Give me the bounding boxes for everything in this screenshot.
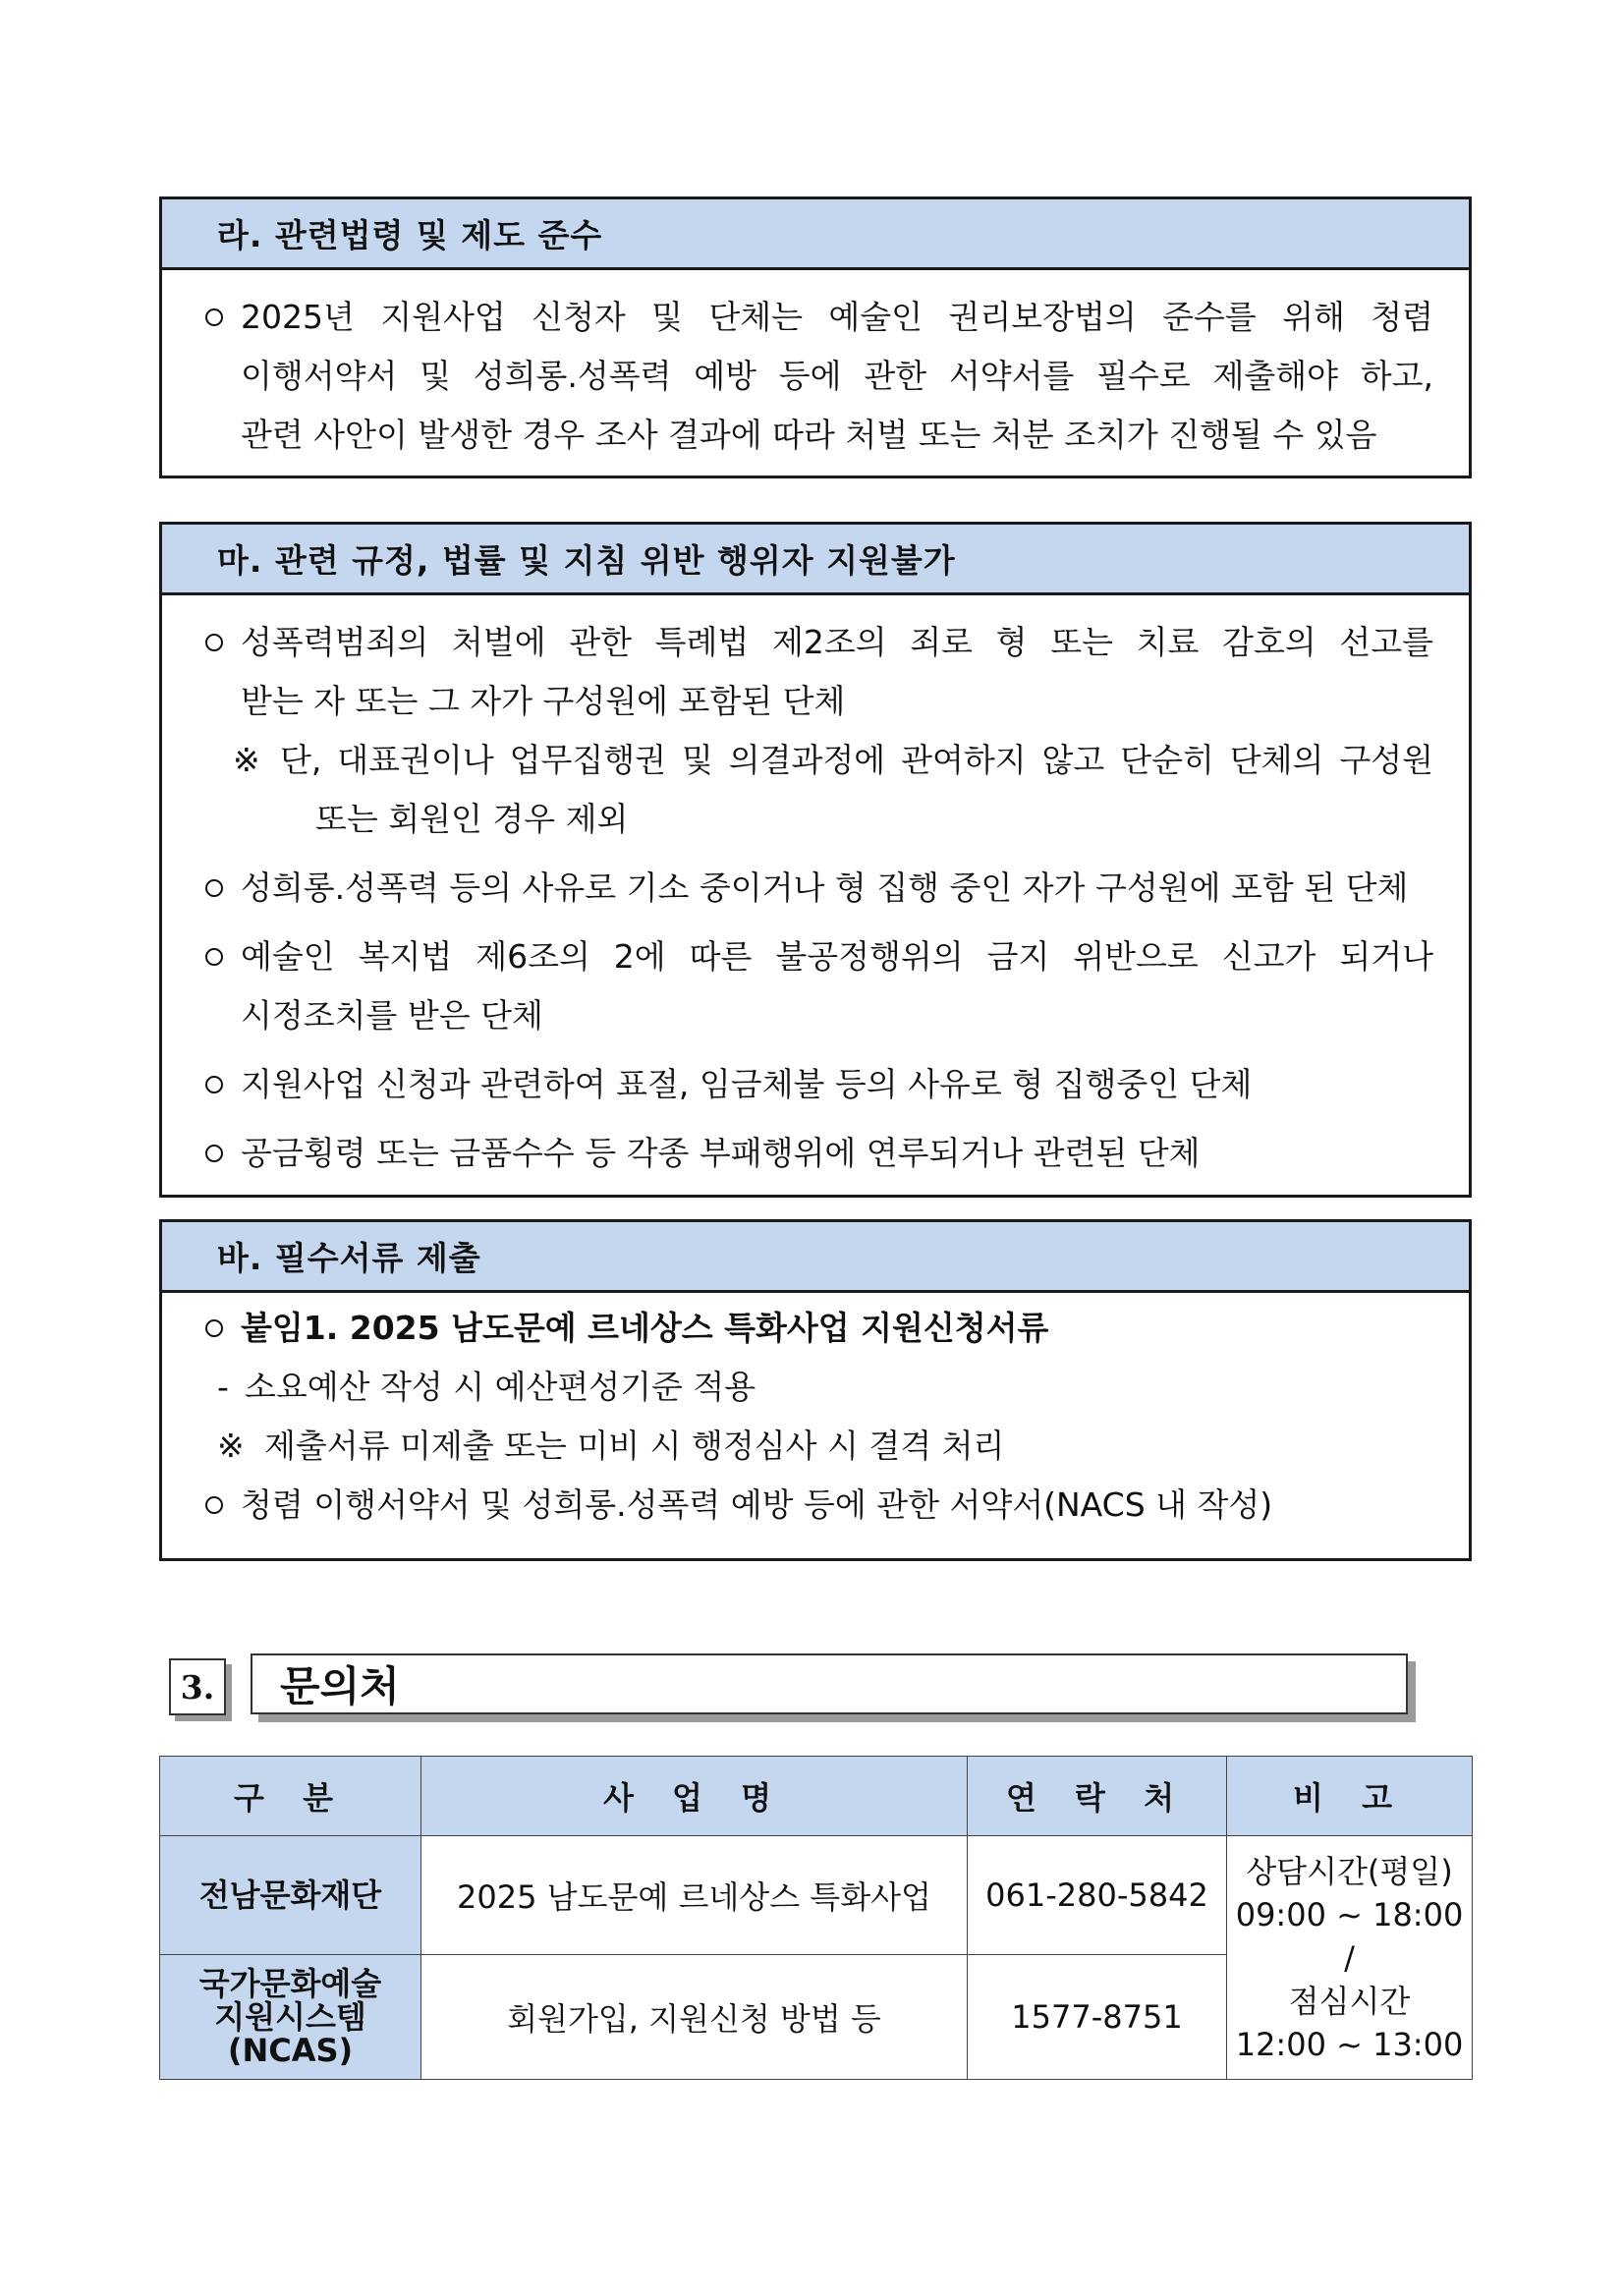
list-item (205, 1124, 1433, 1183)
circle-bullet-icon (205, 308, 223, 326)
header-category: 구 분 (160, 1757, 421, 1836)
project-cell: 회원가입, 지원신청 방법 등 (421, 1955, 968, 2080)
text-line: 시정조치를 받은 단체 (241, 996, 543, 1035)
note-line: / (1344, 1938, 1355, 1977)
note-cell (1227, 1836, 1473, 2080)
section-heading: 바. 필수서류 제출 (162, 1222, 1469, 1293)
circle-bullet-icon (205, 1496, 223, 1514)
section-box-ba (159, 1219, 1472, 1561)
list-item (205, 927, 1433, 1045)
text-line: 공금횡령 또는 금품수수 등 각종 부패행위에 연루되거나 관련된 단체 (241, 1134, 1201, 1172)
note-line: 09:00 ~ 18:00 (1235, 1895, 1464, 1933)
dash-mark: - (217, 1368, 229, 1406)
text-line: 관련 사안이 발생한 경우 조사 결과에 따라 처벌 또는 처분 조치가 진행될 수 있음 (241, 416, 1377, 454)
text-line: 청렴 이행서약서 및 성희롱.성폭력 예방 등에 관한 서약서(NACS 내 작성) (241, 1485, 1273, 1524)
section-box-ra (159, 196, 1472, 478)
text-line: 성희롱.성폭력 등의 사유로 기소 중이거나 형 집행 중인 자가 구성원에 포함 된 단체 (241, 868, 1409, 907)
circle-bullet-icon (205, 1076, 223, 1093)
section-heading: 라. 관련법령 및 제도 준수 (162, 199, 1469, 270)
header-contact: 연 락 처 (968, 1757, 1227, 1836)
org-line: 국가문화예술 (198, 1965, 382, 2002)
text-line: 예술인 복지법 제6조의 2에 따른 불공정행위의 금지 위반으로 신고가 되거나 (241, 937, 1433, 976)
section-body (162, 270, 1469, 475)
phone-cell: 061-280-5842 (968, 1836, 1227, 1955)
note-line: 점심시간 (1288, 1982, 1411, 2020)
reference-mark: ※ (233, 741, 260, 779)
circle-bullet-icon (205, 948, 223, 966)
list-item (205, 1299, 1433, 1358)
section-box-ma (159, 522, 1472, 1198)
circle-bullet-icon (205, 1145, 223, 1162)
phone-cell: 1577-8751 (968, 1955, 1227, 2080)
header-project: 사 업 명 (421, 1757, 968, 1836)
list-item (205, 1055, 1433, 1114)
text-line: 제출서류 미제출 또는 미비 시 행정심사 시 결격 처리 (264, 1427, 1005, 1465)
section-title: 문의처 (251, 1653, 1408, 1714)
circle-bullet-icon (205, 879, 223, 897)
text-line: 소요예산 작성 시 예산편성기준 적용 (245, 1368, 756, 1406)
text-line: 단, 대표권이나 업무집행권 및 의결과정에 관여하지 않고 단순히 단체의 구성원 (280, 741, 1433, 779)
note-item (205, 731, 1433, 849)
section-heading: 마. 관련 규정, 법률 및 지침 위반 행위자 지원불가 (162, 525, 1469, 595)
circle-bullet-icon (205, 634, 223, 651)
text-line: 성폭력범죄의 처벌에 관한 특례법 제2조의 죄로 형 또는 치료 감호의 선고를 (241, 623, 1433, 661)
note-line: 12:00 ~ 13:00 (1235, 2025, 1464, 2063)
note-line: 상담시간(평일) (1246, 1852, 1453, 1890)
sub-item (205, 1358, 1433, 1417)
org-cell: 전남문화재단 (160, 1836, 421, 1955)
note-item (205, 1417, 1433, 1476)
list-item (205, 613, 1433, 731)
section-body (162, 595, 1469, 1193)
project-cell: 2025 남도문예 르네상스 특화사업 (421, 1836, 968, 1955)
text-line: 2025년 지원사업 신청자 및 단체는 예술인 권리보장법의 준수를 위해 청렴 (241, 298, 1433, 336)
table-row (160, 1836, 1473, 1955)
org-cell (160, 1955, 421, 2080)
text-line: 이행서약서 및 성희롱.성폭력 예방 등에 관한 서약서를 필수로 제출해야 하고, (241, 357, 1433, 395)
text-line: 받는 자 또는 그 자가 구성원에 포함된 단체 (241, 682, 846, 720)
list-item (205, 288, 1433, 465)
contact-table (159, 1756, 1473, 2080)
section-body (162, 1293, 1469, 1544)
section-number: 3. (169, 1658, 226, 1715)
header-note: 비 고 (1227, 1757, 1473, 1836)
org-line: 지원시스템 (214, 1998, 366, 2036)
reference-mark: ※ (217, 1427, 245, 1465)
list-item (205, 1476, 1433, 1535)
circle-bullet-icon (205, 1319, 223, 1337)
org-line: (NCAS) (227, 2032, 354, 2069)
text-line: 붙임1. 2025 남도문예 르네상스 특화사업 지원신청서류 (241, 1309, 1049, 1347)
text-line: 또는 회원인 경우 제외 (315, 800, 629, 838)
text-line: 지원사업 신청과 관련하여 표절, 임금체불 등의 사유로 형 집행중인 단체 (241, 1065, 1253, 1103)
table-header-row (160, 1757, 1473, 1836)
list-item (205, 859, 1433, 918)
